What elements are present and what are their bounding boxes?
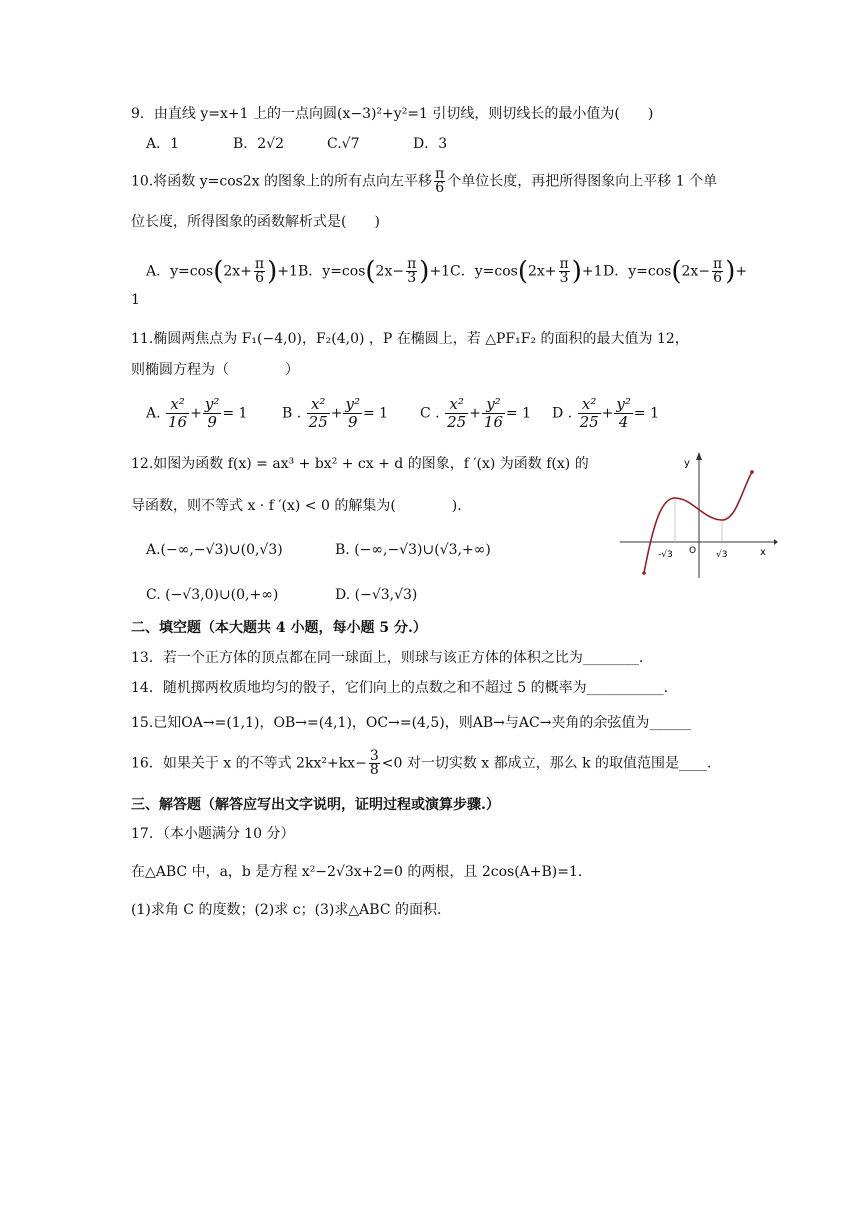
q12-line2: 导函数，则不等式 x · f ′(x) < 0 的解集为( ). (131, 498, 462, 514)
q10-a-tail: +1 (277, 263, 298, 280)
q10-b-inner: 2x− (375, 263, 405, 280)
q10-a-label: A．y=cos (146, 263, 214, 280)
q10-c-tail: +1 (581, 263, 603, 280)
q10-c-num: π (559, 256, 569, 272)
q10-a-num: π (254, 256, 265, 272)
q11-d-den2: 4 (618, 413, 629, 431)
q11-c-x2: x² (445, 396, 468, 414)
q11-option-d: D . $\frac{\text{x²}}{25}$ + $\frac{\text{y²}}{4}$ = 1 (552, 395, 659, 431)
q10-d-num: π (713, 256, 723, 272)
q10-a-den: 6 (255, 270, 264, 286)
q17-line2: (1)求角 C 的度数；(2)求 c；(3)求△ABC 的面积. (131, 902, 442, 918)
section-fill-in-heading: 二、填空题（本大题共 4 小题，每小题 5 分.） (131, 620, 427, 636)
q10-a-rparen: ) (267, 256, 278, 287)
q9-text: 9．由直线 y=x+1 上的一点向圆(x−3)²+y²=1 引切线，则切线长的最小值为( ) (131, 106, 654, 122)
q11-a-y2: y² (204, 395, 220, 413)
q10-d-lparen: ( (671, 256, 682, 287)
q11-c-den2: 16 (483, 413, 503, 431)
q16-pre: 16．如果关于 x 的不等式 2kx²+kx− (131, 755, 367, 772)
q14-text: 14．随机掷两枚质地均匀的骰子，它们向上的点数之和不超过 5 的概率为___________. (131, 680, 669, 696)
q10-line1 (131, 168, 717, 195)
q10-option-a (146, 258, 298, 285)
q10-b-label: B．y=cos (298, 263, 366, 280)
q11-c-label: C . (420, 405, 440, 422)
q10-d-rparen: ) (725, 256, 736, 287)
q9-option-a: A．1 (146, 136, 180, 152)
q16-text (131, 750, 711, 777)
q11-d-x2: x² (578, 396, 601, 414)
q10-c-label: C．y=cos (450, 263, 518, 280)
q11-option-a: A. $\frac{\text{x²}}{16}$ + $\frac{\text{y²}}{9}$ = 1 (146, 395, 248, 431)
q11-a-eq: = 1 (222, 405, 248, 422)
q10-c-den: 3 (559, 270, 569, 286)
q11-b-x2: x² (307, 396, 330, 414)
q10-b-tail: +1 (429, 263, 451, 280)
q11-a-den2: 9 (207, 413, 217, 431)
q12-option-d: D. (−√3,√3) (335, 587, 418, 603)
q11-b-eq: = 1 (362, 405, 389, 422)
q16-frac-num: 3 (369, 748, 379, 764)
y-axis-label: y (684, 458, 690, 469)
section-answer-heading: 三、解答题（解答应写出文字说明，证明过程或演算步骤.） (131, 797, 500, 813)
q12-option-b: B. (−∞,−√3)∪(√3,+∞) (335, 542, 491, 558)
q11-line1: 11.椭圆两焦点为 F₁(−4,0)，F₂(4,0) ，P 在椭圆上，若 △PF₁F₂ 的面积的最大值为 12， (131, 331, 689, 347)
q11-d-eq: = 1 (633, 405, 659, 422)
q11-d-den1: 25 (579, 413, 599, 431)
q10-line1-post: 个单位长度，再把所得图象向上平移 1 个单 (447, 173, 718, 190)
q12-line1: 12.如图为函数 f(x) = ax³ + bx² + cx + d 的图象，f ′(x) 为函数 f(x) 的 (131, 456, 589, 472)
x-axis-label: x (760, 547, 766, 558)
q10-b-rparen: ) (419, 256, 430, 287)
q16-frac-den: 8 (369, 762, 379, 778)
q10-line2: 位长度，所得图象的函数解析式是( ) (131, 214, 380, 230)
q11-c-den1: 25 (447, 413, 467, 431)
q10-frac-num: π (435, 166, 445, 182)
q10-frac-den: 6 (435, 180, 445, 196)
q17-line1: 在△ABC 中，a，b 是方程 x²−2√3x+2=0 的两根，且 2cos(A+B)=1. (131, 864, 583, 880)
q11-d-label: D . (552, 405, 573, 422)
q11-a-x2: x² (166, 396, 189, 414)
q11-b-den1: 25 (308, 413, 328, 431)
q11-b-label: B . (282, 405, 302, 422)
q10-a-inner: 2x+ (223, 263, 252, 280)
q10-d-label: D．y=cos (603, 263, 672, 280)
q12-option-a: A.(−∞,−√3)∪(0,√3) (146, 542, 283, 558)
q15-text: 15.已知OA→=(1,1)，OB→=(4,1)，OC→=(4,5)，则AB→与AC→夹角的余弦值为______ (131, 715, 692, 731)
q9-option-b: B．2√2 (233, 136, 285, 152)
q10-c-rparen: ) (571, 256, 582, 287)
q10-c-lparen: ( (517, 256, 528, 287)
y-axis-arrow (696, 452, 702, 460)
q10-option-c (450, 258, 603, 285)
q10-a-lparen: ( (213, 256, 224, 287)
q11-c-eq: = 1 (506, 405, 532, 422)
q10-b-den: 3 (407, 270, 417, 286)
q10-b-num: π (407, 256, 417, 272)
q10-option-d (603, 258, 747, 285)
q10-b-lparen: ( (365, 256, 376, 287)
q11-a-label: A. (146, 405, 161, 422)
pos-root-label: √3 (716, 550, 728, 560)
q16-post: <0 对一切实数 x 都成立，那么 k 的取值范围是____. (381, 755, 712, 772)
q11-d-y2: y² (616, 395, 631, 413)
q9-option-c: C.√7 (327, 136, 360, 152)
q11-option-c: C . $\frac{\text{x²}}{25}$ + $\frac{\text{y²}}{16}$ = 1 (420, 395, 532, 431)
x-axis-arrow (774, 539, 778, 545)
q11-line2: 则椭圆方程为（ ） (131, 362, 299, 378)
q17-header: 17．（本小题满分 10 分） (131, 826, 295, 842)
q11-b-den2: 9 (347, 413, 358, 431)
q11-option-b: B . $\frac{\text{x²}}{25}$ + $\frac{\text{y²}}{9}$ = 1 (282, 395, 389, 431)
curve-end-point (750, 470, 754, 474)
neg-root-label: -√3 (658, 550, 673, 560)
q11-c-y2: y² (482, 396, 505, 414)
curve-start-point (642, 571, 646, 575)
q10-option-b (298, 258, 450, 285)
cubic-function-graph (618, 450, 778, 580)
q10-wrap: 1 (131, 292, 140, 308)
q11-a-den1: 16 (168, 413, 188, 431)
origin-label: O (689, 546, 697, 556)
q9-option-d: D．3 (413, 136, 448, 152)
q10-line1-pre: 10.将函数 y=cos2x 的图象上的所有点向左平移 (131, 173, 433, 190)
q11-b-y2: y² (345, 395, 360, 413)
q10-d-den: 6 (713, 270, 723, 286)
q10-d-tail: + (735, 263, 748, 280)
q10-d-inner: 2x− (681, 263, 711, 280)
q13-text: 13．若一个正方体的顶点都在同一球面上，则球与该正方体的体积之比为________. (131, 650, 644, 666)
q12-option-c: C. (−√3,0)∪(0,+∞) (146, 587, 279, 603)
q10-c-inner: 2x+ (527, 263, 557, 280)
